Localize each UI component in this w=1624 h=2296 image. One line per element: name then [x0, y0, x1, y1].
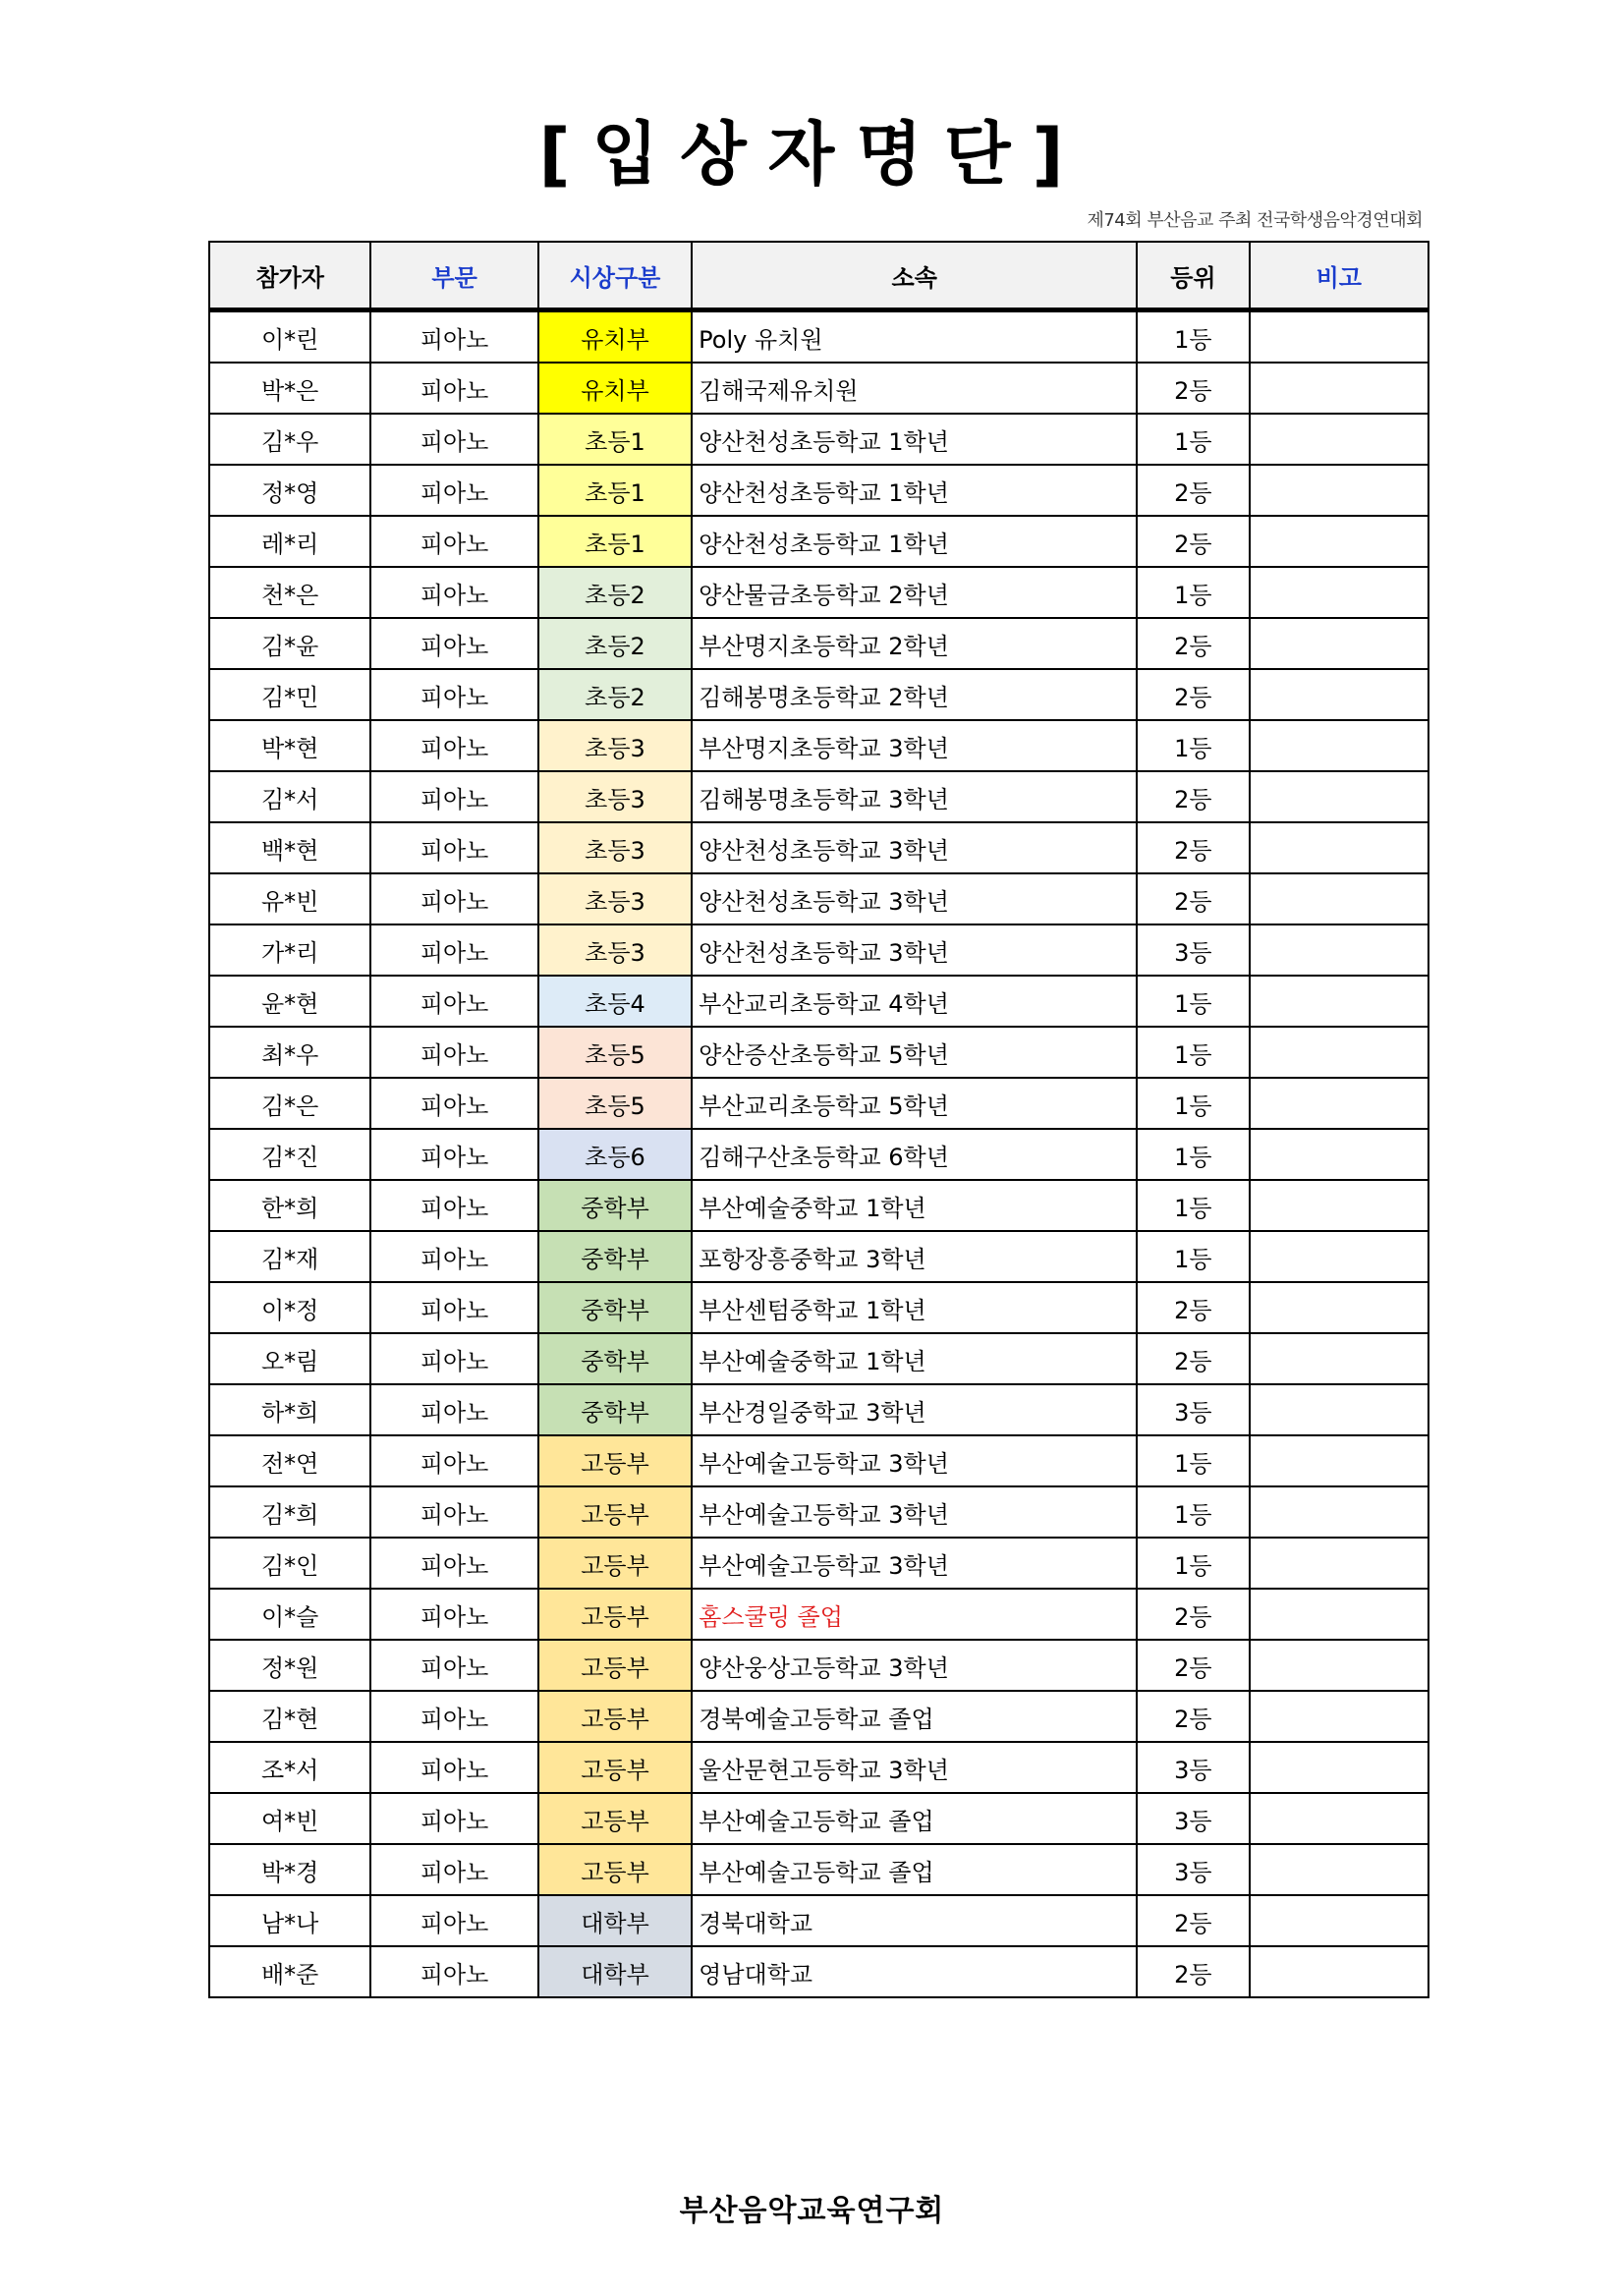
winners-table [208, 241, 1429, 1998]
division-cell: 고등부 [538, 1691, 692, 1742]
division-cell: 초등3 [538, 924, 692, 976]
category-cell: 피아노 [370, 1384, 537, 1435]
rank-cell: 3등 [1137, 924, 1249, 976]
rank-cell: 2등 [1137, 465, 1249, 516]
affiliation-cell: 부산예술고등학교 3학년 [692, 1538, 1137, 1589]
affiliation-cell: 양산천성초등학교 1학년 [692, 465, 1137, 516]
table-row [209, 1538, 1428, 1589]
note-cell [1250, 771, 1428, 822]
rank-cell: 1등 [1137, 414, 1249, 465]
category-cell: 피아노 [370, 1129, 537, 1180]
division-cell: 고등부 [538, 1793, 692, 1844]
note-cell [1250, 669, 1428, 720]
participant-cell: 여*빈 [209, 1793, 370, 1844]
table-row [209, 567, 1428, 618]
rank-cell: 3등 [1137, 1742, 1249, 1793]
table-row [209, 618, 1428, 669]
table-row [209, 1589, 1428, 1640]
rank-cell: 1등 [1137, 1027, 1249, 1078]
category-cell: 피아노 [370, 720, 537, 771]
participant-cell: 김*희 [209, 1486, 370, 1538]
table-row [209, 1844, 1428, 1895]
affiliation-cell: Poly 유치원 [692, 310, 1137, 364]
division-cell: 중학부 [538, 1180, 692, 1231]
participant-cell: 김*현 [209, 1691, 370, 1742]
category-cell: 피아노 [370, 1895, 537, 1946]
affiliation-cell: 부산예술고등학교 3학년 [692, 1486, 1137, 1538]
division-cell: 초등3 [538, 771, 692, 822]
category-cell: 피아노 [370, 771, 537, 822]
note-cell [1250, 1538, 1428, 1589]
affiliation-cell: 김해봉명초등학교 3학년 [692, 771, 1137, 822]
division-cell: 고등부 [538, 1589, 692, 1640]
note-cell [1250, 1435, 1428, 1486]
affiliation-cell: 부산명지초등학교 2학년 [692, 618, 1137, 669]
page-title: [입상자명단] [538, 114, 1086, 195]
note-cell [1250, 1333, 1428, 1384]
division-cell: 초등3 [538, 822, 692, 873]
note-cell [1250, 310, 1428, 364]
participant-cell: 김*재 [209, 1231, 370, 1282]
participant-cell: 이*린 [209, 310, 370, 364]
organizer-footer: 부산음악교육연구회 [679, 2194, 945, 2228]
note-cell [1250, 1129, 1428, 1180]
rank-cell: 1등 [1137, 1435, 1249, 1486]
rank-cell: 1등 [1137, 976, 1249, 1027]
participant-cell: 박*경 [209, 1844, 370, 1895]
division-cell: 중학부 [538, 1384, 692, 1435]
note-cell [1250, 1231, 1428, 1282]
division-cell: 고등부 [538, 1844, 692, 1895]
rank-cell: 2등 [1137, 1691, 1249, 1742]
table-row [209, 822, 1428, 873]
affiliation-cell: 김해국제유치원 [692, 363, 1137, 414]
note-cell [1250, 1844, 1428, 1895]
category-cell: 피아노 [370, 310, 537, 364]
participant-cell: 김*은 [209, 1078, 370, 1129]
affiliation-cell: 부산예술고등학교 3학년 [692, 1435, 1137, 1486]
category-cell: 피아노 [370, 1078, 537, 1129]
table-row [209, 1946, 1428, 1997]
rank-cell: 2등 [1137, 1895, 1249, 1946]
participant-cell: 가*리 [209, 924, 370, 976]
division-cell: 중학부 [538, 1282, 692, 1333]
participant-cell: 남*나 [209, 1895, 370, 1946]
division-cell: 고등부 [538, 1435, 692, 1486]
category-cell: 피아노 [370, 465, 537, 516]
rank-cell: 3등 [1137, 1384, 1249, 1435]
participant-cell: 이*정 [209, 1282, 370, 1333]
table-row [209, 669, 1428, 720]
note-cell [1250, 976, 1428, 1027]
affiliation-cell: 부산경일중학교 3학년 [692, 1384, 1137, 1435]
header-rank: 등위 [1137, 242, 1249, 310]
affiliation-cell: 경북대학교 [692, 1895, 1137, 1946]
table-row [209, 924, 1428, 976]
participant-cell: 백*현 [209, 822, 370, 873]
division-cell: 초등5 [538, 1027, 692, 1078]
category-cell: 피아노 [370, 873, 537, 924]
category-cell: 피아노 [370, 567, 537, 618]
category-cell: 피아노 [370, 1742, 537, 1793]
table-row [209, 310, 1428, 364]
note-cell [1250, 873, 1428, 924]
participant-cell: 김*인 [209, 1538, 370, 1589]
rank-cell: 1등 [1137, 567, 1249, 618]
table-row [209, 1435, 1428, 1486]
header-participant: 참가자 [209, 242, 370, 310]
rank-cell: 2등 [1137, 1282, 1249, 1333]
division-cell: 초등6 [538, 1129, 692, 1180]
table-row [209, 976, 1428, 1027]
rank-cell: 1등 [1137, 310, 1249, 364]
affiliation-cell: 양산천성초등학교 3학년 [692, 822, 1137, 873]
note-cell [1250, 1946, 1428, 1997]
rank-cell: 2등 [1137, 618, 1249, 669]
affiliation-cell: 부산예술중학교 1학년 [692, 1333, 1137, 1384]
division-cell: 고등부 [538, 1486, 692, 1538]
affiliation-cell: 홈스쿨링 졸업 [692, 1589, 1137, 1640]
table-body [209, 310, 1428, 1998]
participant-cell: 박*현 [209, 720, 370, 771]
category-cell: 피아노 [370, 924, 537, 976]
note-cell [1250, 1589, 1428, 1640]
division-cell: 중학부 [538, 1231, 692, 1282]
note-cell [1250, 822, 1428, 873]
note-cell [1250, 1384, 1428, 1435]
division-cell: 초등4 [538, 976, 692, 1027]
affiliation-cell: 양산천성초등학교 3학년 [692, 873, 1137, 924]
participant-cell: 김*우 [209, 414, 370, 465]
affiliation-cell: 부산교리초등학교 4학년 [692, 976, 1137, 1027]
table-row [209, 1231, 1428, 1282]
affiliation-cell: 양산천성초등학교 3학년 [692, 924, 1137, 976]
affiliation-cell: 경북예술고등학교 졸업 [692, 1691, 1137, 1742]
division-cell: 대학부 [538, 1946, 692, 1997]
participant-cell: 레*리 [209, 516, 370, 567]
affiliation-cell: 부산예술고등학교 졸업 [692, 1844, 1137, 1895]
category-cell: 피아노 [370, 1640, 537, 1691]
division-cell: 초등2 [538, 669, 692, 720]
participant-cell: 김*윤 [209, 618, 370, 669]
category-cell: 피아노 [370, 1844, 537, 1895]
table-row [209, 1129, 1428, 1180]
division-cell: 유치부 [538, 363, 692, 414]
division-cell: 고등부 [538, 1538, 692, 1589]
participant-cell: 김*서 [209, 771, 370, 822]
rank-cell: 2등 [1137, 1946, 1249, 1997]
table-row [209, 1793, 1428, 1844]
table-row [209, 720, 1428, 771]
rank-cell: 2등 [1137, 516, 1249, 567]
affiliation-cell: 포항장흥중학교 3학년 [692, 1231, 1137, 1282]
table-row [209, 1895, 1428, 1946]
category-cell: 피아노 [370, 1027, 537, 1078]
note-cell [1250, 1640, 1428, 1691]
contest-subtitle: 제74회 부산음교 주최 전국학생음악경연대회 [1087, 210, 1423, 231]
affiliation-cell: 부산센텀중학교 1학년 [692, 1282, 1137, 1333]
note-cell [1250, 414, 1428, 465]
participant-cell: 윤*현 [209, 976, 370, 1027]
participant-cell: 전*연 [209, 1435, 370, 1486]
rank-cell: 1등 [1137, 1180, 1249, 1231]
note-cell [1250, 567, 1428, 618]
rank-cell: 2등 [1137, 363, 1249, 414]
participant-cell: 박*은 [209, 363, 370, 414]
affiliation-cell: 울산문현고등학교 3학년 [692, 1742, 1137, 1793]
division-cell: 초등2 [538, 567, 692, 618]
division-cell: 유치부 [538, 310, 692, 364]
affiliation-cell: 양산천성초등학교 1학년 [692, 414, 1137, 465]
note-cell [1250, 363, 1428, 414]
note-cell [1250, 1895, 1428, 1946]
table-row [209, 1027, 1428, 1078]
participant-cell: 배*준 [209, 1946, 370, 1997]
participant-cell: 김*진 [209, 1129, 370, 1180]
category-cell: 피아노 [370, 516, 537, 567]
division-cell: 초등3 [538, 873, 692, 924]
division-cell: 중학부 [538, 1333, 692, 1384]
category-cell: 피아노 [370, 1282, 537, 1333]
note-cell [1250, 1027, 1428, 1078]
affiliation-cell: 김해구산초등학교 6학년 [692, 1129, 1137, 1180]
header-note: 비고 [1250, 242, 1428, 310]
table-row [209, 1691, 1428, 1742]
rank-cell: 2등 [1137, 1333, 1249, 1384]
note-cell [1250, 465, 1428, 516]
note-cell [1250, 516, 1428, 567]
rank-cell: 1등 [1137, 720, 1249, 771]
rank-cell: 1등 [1137, 1129, 1249, 1180]
participant-cell: 하*희 [209, 1384, 370, 1435]
rank-cell: 2등 [1137, 873, 1249, 924]
participant-cell: 최*우 [209, 1027, 370, 1078]
note-cell [1250, 618, 1428, 669]
division-cell: 초등1 [538, 414, 692, 465]
division-cell: 초등1 [538, 516, 692, 567]
table-row [209, 1078, 1428, 1129]
participant-cell: 천*은 [209, 567, 370, 618]
rank-cell: 2등 [1137, 1640, 1249, 1691]
division-cell: 초등5 [538, 1078, 692, 1129]
category-cell: 피아노 [370, 1486, 537, 1538]
rank-cell: 3등 [1137, 1844, 1249, 1895]
category-cell: 피아노 [370, 669, 537, 720]
category-cell: 피아노 [370, 1691, 537, 1742]
participant-cell: 오*림 [209, 1333, 370, 1384]
category-cell: 피아노 [370, 822, 537, 873]
note-cell [1250, 720, 1428, 771]
table-row [209, 873, 1428, 924]
participant-cell: 이*슬 [209, 1589, 370, 1640]
table-row [209, 363, 1428, 414]
category-cell: 피아노 [370, 1793, 537, 1844]
rank-cell: 2등 [1137, 771, 1249, 822]
note-cell [1250, 1282, 1428, 1333]
note-cell [1250, 1691, 1428, 1742]
rank-cell: 2등 [1137, 669, 1249, 720]
affiliation-cell: 양산증산초등학교 5학년 [692, 1027, 1137, 1078]
affiliation-cell: 부산명지초등학교 3학년 [692, 720, 1137, 771]
table-row [209, 1333, 1428, 1384]
affiliation-cell: 양산웅상고등학교 3학년 [692, 1640, 1137, 1691]
division-cell: 대학부 [538, 1895, 692, 1946]
table-row [209, 1640, 1428, 1691]
affiliation-cell: 양산물금초등학교 2학년 [692, 567, 1137, 618]
table-row [209, 1742, 1428, 1793]
rank-cell: 3등 [1137, 1793, 1249, 1844]
affiliation-cell: 부산교리초등학교 5학년 [692, 1078, 1137, 1129]
participant-cell: 조*서 [209, 1742, 370, 1793]
rank-cell: 1등 [1137, 1538, 1249, 1589]
table-row [209, 465, 1428, 516]
category-cell: 피아노 [370, 1231, 537, 1282]
note-cell [1250, 1180, 1428, 1231]
category-cell: 피아노 [370, 363, 537, 414]
affiliation-cell: 영남대학교 [692, 1946, 1137, 1997]
division-cell: 고등부 [538, 1640, 692, 1691]
category-cell: 피아노 [370, 1538, 537, 1589]
division-cell: 고등부 [538, 1742, 692, 1793]
rank-cell: 1등 [1137, 1486, 1249, 1538]
category-cell: 피아노 [370, 976, 537, 1027]
category-cell: 피아노 [370, 1180, 537, 1231]
affiliation-cell: 양산천성초등학교 1학년 [692, 516, 1137, 567]
note-cell [1250, 1742, 1428, 1793]
note-cell [1250, 924, 1428, 976]
header-category: 부문 [370, 242, 537, 310]
category-cell: 피아노 [370, 1589, 537, 1640]
table-row [209, 1384, 1428, 1435]
participant-cell: 정*영 [209, 465, 370, 516]
affiliation-cell: 부산예술고등학교 졸업 [692, 1793, 1137, 1844]
table-row [209, 1282, 1428, 1333]
division-cell: 초등3 [538, 720, 692, 771]
participant-cell: 김*민 [209, 669, 370, 720]
table-header-row [209, 242, 1428, 310]
category-cell: 피아노 [370, 414, 537, 465]
category-cell: 피아노 [370, 1946, 537, 1997]
category-cell: 피아노 [370, 1435, 537, 1486]
participant-cell: 정*원 [209, 1640, 370, 1691]
affiliation-cell: 김해봉명초등학교 2학년 [692, 669, 1137, 720]
note-cell [1250, 1078, 1428, 1129]
table-row [209, 1486, 1428, 1538]
header-affiliation: 소속 [692, 242, 1137, 310]
table-row [209, 771, 1428, 822]
table-row [209, 516, 1428, 567]
category-cell: 피아노 [370, 618, 537, 669]
rank-cell: 1등 [1137, 1078, 1249, 1129]
table-row [209, 1180, 1428, 1231]
participant-cell: 한*희 [209, 1180, 370, 1231]
header-division: 시상구분 [538, 242, 692, 310]
rank-cell: 1등 [1137, 1231, 1249, 1282]
rank-cell: 2등 [1137, 822, 1249, 873]
affiliation-cell: 부산예술중학교 1학년 [692, 1180, 1137, 1231]
participant-cell: 유*빈 [209, 873, 370, 924]
category-cell: 피아노 [370, 1333, 537, 1384]
note-cell [1250, 1486, 1428, 1538]
table-row [209, 414, 1428, 465]
rank-cell: 2등 [1137, 1589, 1249, 1640]
division-cell: 초등1 [538, 465, 692, 516]
note-cell [1250, 1793, 1428, 1844]
division-cell: 초등2 [538, 618, 692, 669]
